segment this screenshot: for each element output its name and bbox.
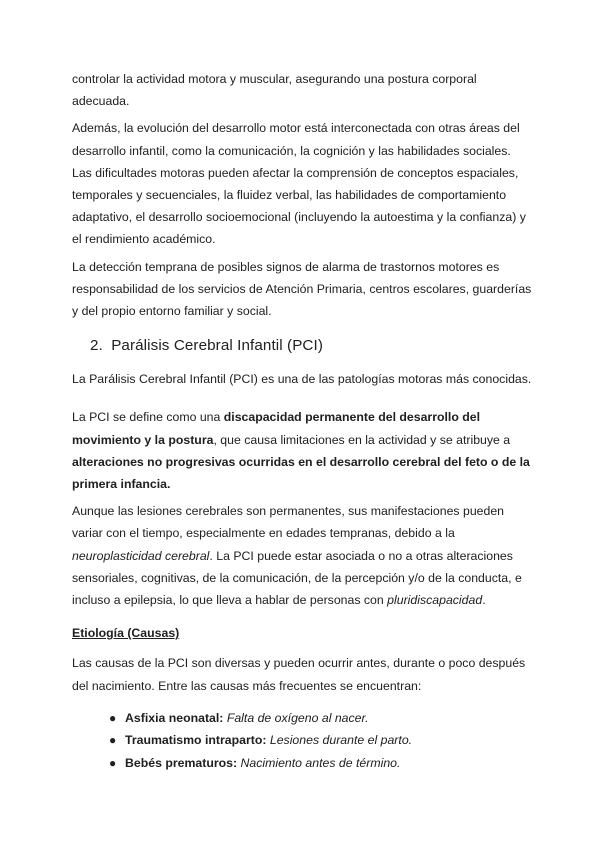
paragraph-etiology-intro: Las causas de la PCI son diversas y pueden ocurrir antes, durante o poco después del nacimiento. Entre las causas más frecuentes se encuentran: [72,656,526,693]
plasticity-italic-2: pluridiscapacidad [387,593,483,608]
cause-term: Asfixia neonatal: [125,710,224,725]
list-item [109,752,534,774]
paragraph-motor-development: Además, la evolución del desarrollo motor está interconectada con otras áreas del desarrollo infantil, como la comunicación, la cognición y las habilidades sociales. Las dificultades motoras pueden afectar la comprensión de conceptos espaciales, temporales y secuenciales, la fluidez verbal, las habilidades de comportamiento adaptativo, el desarrollo socioemocional (incluyendo la autoestima y la confianza) y el rendimiento académico. [72,121,526,247]
document-page [72,68,534,774]
paragraph-neuroplasticity [72,500,534,611]
bullet-icon: ● [109,733,117,748]
cause-description: Nacimiento antes de término. [240,755,401,770]
causes-list [72,707,534,774]
list-item [109,707,534,729]
list-item [109,729,534,751]
paragraph-early-detection: La detección temprana de posibles signos de alarma de trastornos motores es responsabilidad de los servicios de Atención Primaria, centros escolares, guarderías y del propio entorno familiar y social. [72,259,532,319]
paragraph-motor-control: controlar la actividad motora y muscular, asegurando una postura corporal adecuada. [72,72,477,109]
plasticity-text-1: Aunque las lesiones cerebrales son permanentes, sus manifestaciones pueden variar con el tiempo, especialmente en edades tempranas, debido a la [72,504,505,541]
cause-description: Lesiones durante el parto. [269,733,413,748]
section-heading [90,335,534,357]
plasticity-italic-1: neuroplasticidad cerebral [72,548,210,563]
section-number: 2. [90,337,103,355]
cause-term: Bebés prematuros: [125,755,238,770]
plasticity-text-2: . La PCI puede estar asociada o no a otras alteraciones sensoriales, cognitivas, de la comunicación, de la percepción y/o de la conducta, e incluso a epilepsia, lo que lleva a hablar de personas con [72,548,522,608]
etiology-heading: Etiología (Causas) [72,626,180,641]
bullet-icon: ● [109,710,117,725]
cause-term: Traumatismo intraparto: [125,733,267,748]
plasticity-text-3: . [482,593,486,608]
paragraph-pci-definition [72,406,534,495]
section-title-text: Parálisis Cerebral Infantil (PCI) [111,337,323,355]
cause-description: Falta de oxígeno al nacer. [226,710,369,725]
definition-text-2: , que causa limitaciones en la actividad y se atribuye a [213,432,511,447]
paragraph-pci-intro: La Parálisis Cerebral Infantil (PCI) es una de las patologías motoras más conocidas. [72,372,532,387]
definition-text-1: La PCI se define como una [72,410,224,425]
definition-bold-1: discapacidad permanente del desarrollo del movimiento y la postura [72,410,481,447]
definition-bold-2: alteraciones no progresivas ocurridas en el desarrollo cerebral del feto o de la primera infancia. [72,454,530,492]
bullet-icon: ● [109,755,117,770]
